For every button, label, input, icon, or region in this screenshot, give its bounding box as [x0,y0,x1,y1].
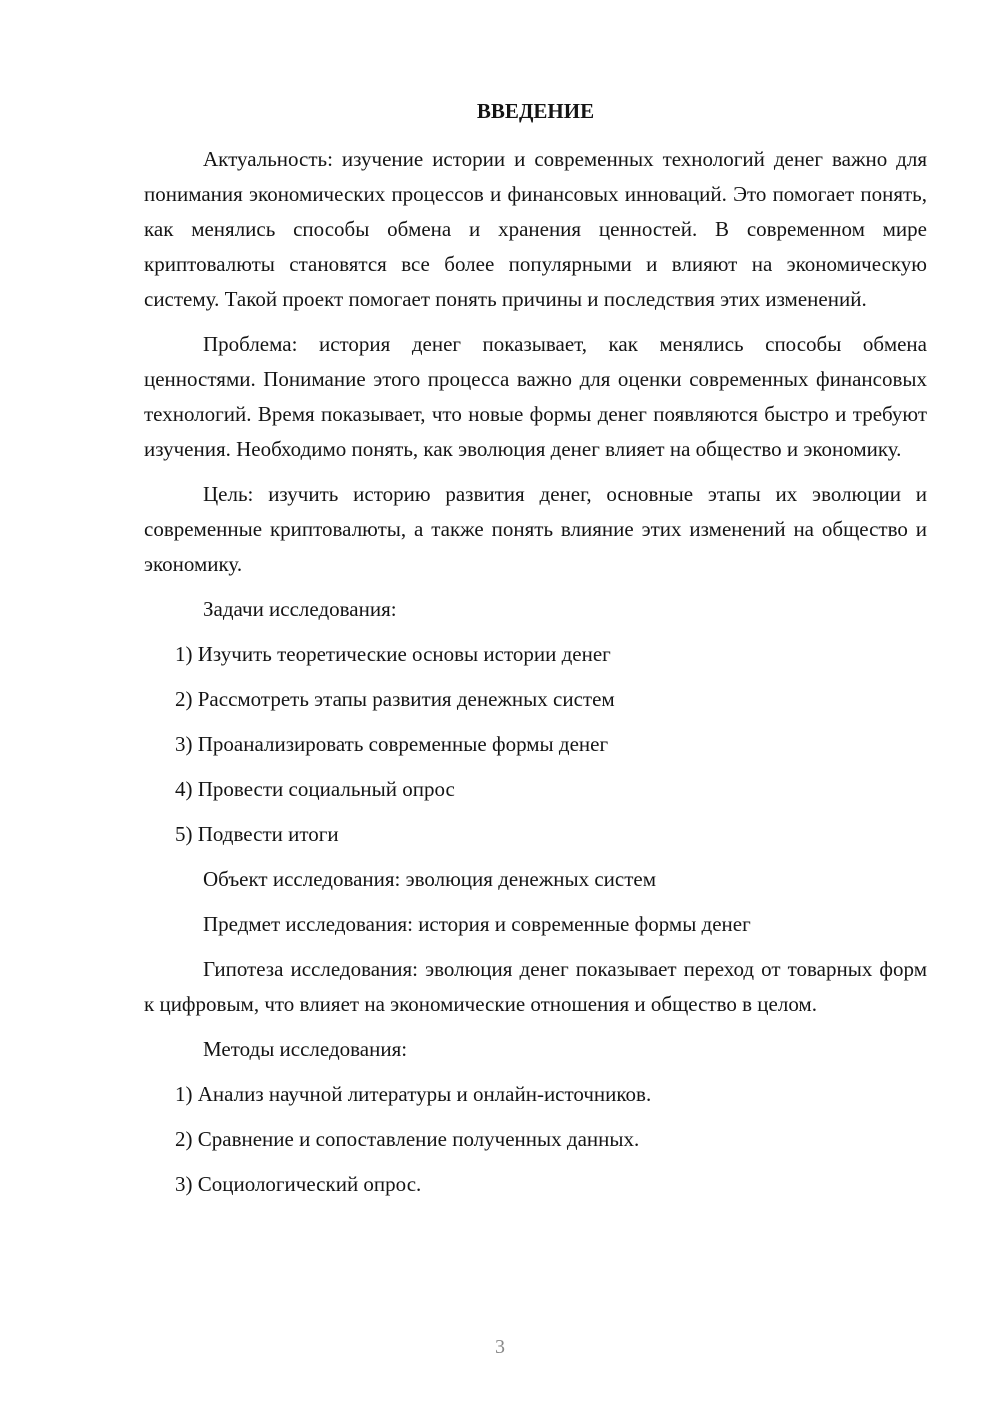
method-item: 1) Анализ научной литературы и онлайн-источников. [175,1082,652,1106]
problem-paragraph: Проблема: история денег показывает, как менялись способы обмена ценностями. Понимание этого процесса важно для оценки современных финансовых технологий. Время показывает, что новые формы денег появляются быстро и требуют изучения. Необходимо понять, как эволюция денег влияет на общество и экономику. [144,332,927,461]
method-item: 2) Сравнение и сопоставление полученных данных. [175,1127,640,1151]
page-number: 3 [495,1336,505,1358]
task-item: 1) Изучить теоретические основы истории денег [175,642,611,666]
method-item: 3) Социологический опрос. [175,1172,422,1196]
task-item: 5) Подвести итоги [175,822,339,846]
document-title: ВВЕДЕНИЕ [476,99,595,123]
task-item: 4) Провести социальный опрос [175,777,455,801]
task-item: 2) Рассмотреть этапы развития денежных систем [175,687,615,711]
methods-heading: Методы исследования: [203,1037,408,1061]
relevance-paragraph: Актуальность: изучение истории и современных технологий денег важно для понимания экономических процессов и финансовых инноваций. Это помогает понять, как менялись способы обмена и хранения ценностей. В современном мире криптовалюты становятся все более популярными и влияют на экономическую систему. Такой проект помогает понять причины и последствия этих изменений. [144,147,927,311]
research-object: Объект исследования: эволюция денежных систем [203,867,657,891]
document-page [144,97,927,1212]
goal-paragraph: Цель: изучить историю развития денег, основные этапы их эволюции и современные криптовалюты, а также понять влияние этих изменений на общество и экономику. [144,482,927,576]
task-item: 3) Проанализировать современные формы денег [175,732,609,756]
hypothesis-paragraph: Гипотеза исследования: эволюция денег показывает переход от товарных форм к цифровым, что влияет на экономические отношения и общество в целом. [144,957,927,1016]
research-subject: Предмет исследования: история и современные формы денег [203,912,751,936]
tasks-heading: Задачи исследования: [203,597,397,621]
